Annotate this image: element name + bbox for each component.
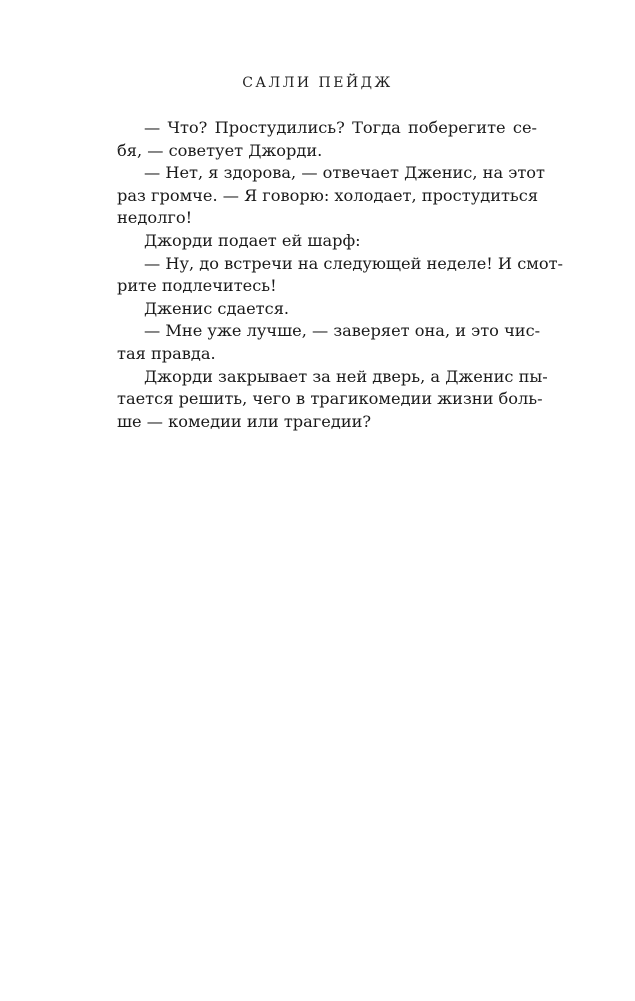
text-line: Джорди подает ей шарф: [144,230,361,250]
text-line: — Нет, я здорова, — отвечает Дженис, на этот [144,163,545,183]
text-line: недолго! [117,208,193,228]
text-line: — Что? Простудились? Тогда поберегите се- [144,118,537,137]
body-text [117,117,564,433]
text-line: Дженис сдается. [144,298,290,318]
text-line: тается решить, чего в трагикомедии жизни боль- [117,389,543,409]
text-line: рите подлечитесь! [117,276,277,296]
text-line: — Ну, до встречи на следующей неделе! И смот- [144,253,564,273]
text-line: ше — комедии или трагедии? [117,411,372,431]
text-line: — Мне уже лучше, — заверяет она, и это чис- [144,321,541,341]
running-head: САЛЛИ ПЕЙДЖ [242,75,393,91]
text-line: бя, — советует Джорди. [117,140,323,160]
text-line: тая правда. [117,343,216,363]
text-line: раз громче. — Я говорю: холодает, простудиться [117,185,539,205]
text-line: Джорди закрывает за ней дверь, а Дженис пы- [144,366,548,386]
